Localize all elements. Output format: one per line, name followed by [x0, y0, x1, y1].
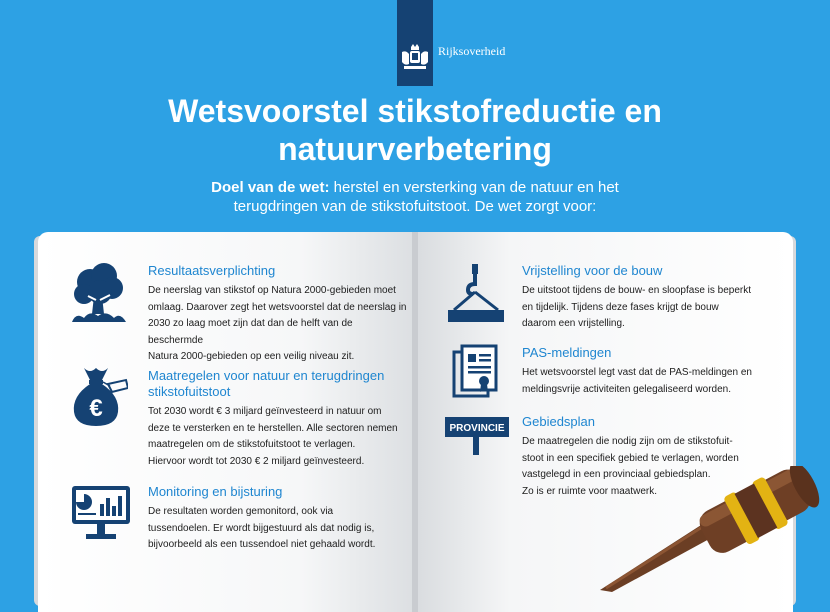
section-body	[148, 283, 408, 366]
body-line: omlaag. Daarover zegt het wetsvoorstel dat de neerslag in	[148, 301, 407, 313]
body-line: tussendoelen. Er wordt bijgestuurd als dat nodig is,	[148, 522, 375, 534]
document-certificate-icon	[452, 344, 500, 398]
body-line: en tijdelijk. Tijdens deze fases krijgt de bouw	[522, 301, 719, 313]
body-line: De maatregelen die nodig zijn om de stikstofuit-	[522, 436, 733, 447]
section-body	[148, 404, 408, 470]
body-line: Zo is er ruimte voor maatwerk.	[522, 485, 658, 497]
body-line: daarom een vrijstelling.	[522, 318, 625, 329]
intro-bold-label: Doel van de wet:	[211, 179, 330, 196]
money-bag-euro-icon	[70, 366, 128, 428]
body-line: stoot in een specifiek gebied te verlagen, worden	[522, 452, 739, 464]
title-line-2: natuurverbetering	[278, 131, 552, 167]
body-line: vastgelegd in een provinciaal gebiedsplan.	[522, 469, 711, 480]
monitor-chart-icon	[70, 484, 132, 542]
intro-line-1: herstel en versterking van de natuur en het	[333, 179, 619, 196]
body-line: Tot 2030 wordt € 3 miljard geïnvesteerd in natuur om	[148, 406, 382, 417]
body-line: Natura 2000-gebieden op een veilig niveau zit.	[148, 351, 355, 362]
section-title: Monitoring en bijsturing	[148, 484, 283, 499]
crane-hook-icon	[446, 262, 506, 324]
body-line: maatregelen om de stikstofuitstoot te verlagen.	[148, 439, 356, 450]
section-title: Vrijstelling voor de bouw	[522, 263, 663, 278]
section-pas-meldingen	[522, 345, 784, 398]
intro-text	[150, 178, 680, 216]
book-spine	[412, 232, 418, 612]
body-line: De uitstoot tijdens de bouw- en sloopfase is beperkt	[522, 285, 752, 296]
body-line: meldingsvrije activiteiten gelegaliseerd worden.	[522, 383, 731, 395]
body-line: deze te versterken en te herstellen. Alle sectoren nemen	[148, 422, 398, 434]
section-body	[522, 365, 784, 398]
body-line: De resultaten worden gemonitord, ook via	[148, 506, 334, 517]
title-line: stikstofuitstoot	[148, 384, 231, 399]
body-line: Hiervoor wordt tot 2030 € 2 miljard geïnvesteerd.	[148, 455, 365, 467]
section-monitoring	[148, 484, 408, 554]
title-line-1: Wetsvoorstel stikstofreductie en	[168, 93, 662, 129]
section-title: Resultaatsverplichting	[148, 263, 276, 278]
page-title	[60, 92, 770, 168]
section-body	[148, 504, 408, 554]
tree-icon	[70, 262, 128, 324]
section-title: PAS-meldingen	[522, 345, 612, 360]
brand-name: Rijksoverheid	[438, 44, 506, 58]
section-title	[148, 368, 408, 400]
section-resultaatsverplichting	[148, 263, 408, 366]
title-line: Maatregelen voor natuur en terugdringen	[148, 368, 385, 383]
svg-text:€: €	[89, 395, 103, 422]
section-title: Gebiedsplan	[522, 414, 595, 429]
body-line: Het wetsvoorstel legt vast dat de PAS-meldingen en	[522, 367, 752, 378]
section-body	[522, 283, 784, 333]
section-maatregelen	[148, 368, 408, 470]
body-line: De neerslag van stikstof op Natura 2000-gebieden moet	[148, 285, 396, 296]
provincie-sign-text: PROVINCIE	[449, 423, 505, 434]
intro-line-2: terugdringen van de stikstofuitstoot. De wet zorgt voor:	[233, 198, 597, 215]
section-vrijstelling-bouw	[522, 263, 784, 333]
gavel-icon	[592, 466, 830, 597]
body-line: 2030 zo laag moet zijn dat dan de helft van de beschermde	[148, 318, 353, 346]
coat-of-arms-icon	[400, 44, 430, 77]
provincie-sign-icon	[444, 416, 510, 456]
body-line: bijvoorbeeld als een tussendoel niet gehaald wordt.	[148, 539, 376, 550]
